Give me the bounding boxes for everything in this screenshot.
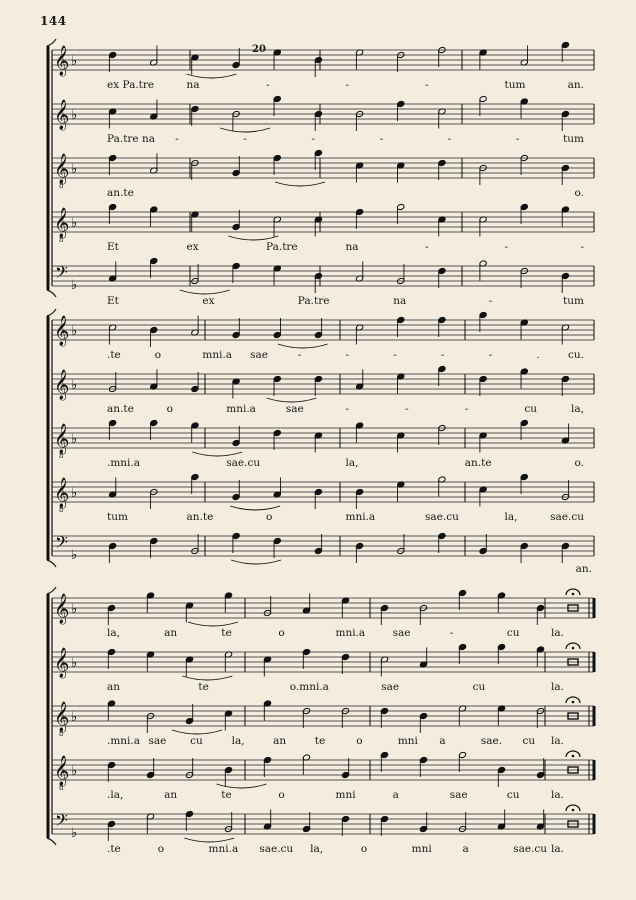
treble-clef-icon: 𝄞 [54, 756, 70, 786]
lyric-syllable: sae [449, 789, 468, 801]
lyric-syllable: mni.a [335, 627, 366, 639]
lyric-syllable: o [154, 349, 162, 361]
lyric-syllable: - [464, 403, 469, 415]
lyric-syllable: an. [567, 79, 584, 91]
system-end-annotation: an. [575, 563, 592, 575]
lyric-syllable: Pa.tre [266, 241, 298, 253]
fermata-dot [572, 593, 575, 596]
lyric-syllable: o [166, 403, 173, 415]
lyric-syllable: cu [190, 735, 203, 747]
lyric-syllable: Pa.tre [297, 295, 330, 307]
lyric-syllable: .te [107, 349, 121, 361]
lyric-syllable: sae [392, 627, 411, 639]
treble-clef-icon: 𝄞 [54, 154, 70, 184]
lyric-syllable: - [488, 349, 493, 361]
lyric-syllable: - [447, 133, 452, 145]
octave-eight-marker: 8 [59, 506, 64, 514]
octave-eight-marker: 8 [59, 182, 64, 190]
bracket-hook [47, 587, 56, 594]
lyric-syllable: Pa.tre na [107, 133, 156, 145]
lyric-syllable: - [425, 241, 429, 253]
lyric-syllable: - [311, 133, 315, 145]
lyric-syllable: - [393, 349, 397, 361]
lyric-syllable: an [107, 681, 121, 693]
lyric-syllable: - [345, 349, 350, 361]
bracket-hook [47, 39, 56, 46]
lyric-syllable: mni.a [202, 349, 233, 361]
slur [186, 74, 236, 78]
lyric-syllable: - [425, 79, 429, 91]
bracket-hook [47, 838, 56, 845]
fermata-dot [572, 809, 575, 812]
lyric-syllable: o [356, 735, 363, 747]
lyric-syllable: - [515, 133, 520, 145]
lyric-syllable: la, [571, 403, 584, 415]
treble-clef-icon: 𝄞 [54, 208, 70, 238]
lyric-syllable: - [297, 349, 302, 361]
lyric-syllable: o. [574, 187, 584, 199]
lyric-syllable: - [405, 403, 409, 415]
lyric-syllable: cu [506, 627, 520, 639]
flat-key-signature-icon: ♭ [71, 108, 78, 123]
lyric-syllable: tum [107, 511, 128, 523]
lyric-syllable: - [243, 133, 247, 145]
treble-clef-icon: 𝄞 [54, 702, 70, 732]
page-number: 144 [40, 14, 67, 28]
slur [172, 730, 222, 734]
lyric-syllable: te [198, 681, 209, 693]
lyric-syllable: cu [522, 735, 536, 747]
flat-key-signature-icon: ♭ [71, 324, 78, 339]
bracket-hook [47, 560, 56, 567]
lyric-syllable: a [462, 843, 469, 855]
slur [216, 784, 266, 788]
fermata-dot [572, 701, 575, 704]
lyric-syllable: an.te [464, 457, 492, 469]
flat-key-signature-icon: ♭ [71, 432, 78, 447]
octave-eight-marker: 8 [59, 236, 64, 244]
lyric-syllable: - [175, 133, 179, 145]
lyric-syllable: .te [107, 843, 121, 855]
treble-clef-icon: 𝄞 [54, 424, 70, 454]
lyric-syllable: - [345, 79, 350, 91]
flat-key-signature-icon: ♭ [71, 162, 78, 177]
lyric-syllable: .mni.a [107, 457, 141, 469]
lyric-syllable: ex [202, 295, 215, 307]
lyric-syllable: o [278, 627, 285, 639]
lyric-syllable: an.te [107, 403, 134, 415]
treble-clef-icon: 𝄞 [54, 648, 70, 678]
flat-key-signature-icon: ♭ [71, 548, 78, 563]
bass-clef-icon: 𝄢 [55, 532, 68, 556]
lyric-syllable: la. [551, 789, 564, 801]
lyric-syllable: mni [335, 789, 356, 801]
lyric-syllable: te [314, 735, 326, 747]
treble-clef-icon: 𝄞 [54, 594, 70, 624]
lyric-syllable: la, [231, 735, 245, 747]
lyric-syllable: sae.cu [259, 843, 294, 855]
octave-eight-marker: 8 [59, 784, 64, 792]
lyric-syllable: o.mni.a [289, 681, 329, 693]
lyric-syllable: o [360, 843, 368, 855]
lyric-syllable: la, [504, 511, 518, 523]
lyric-syllable: tum [504, 79, 526, 91]
treble-clef-icon: 𝄞 [54, 370, 70, 400]
lyric-syllable: cu [524, 403, 538, 415]
lyric-syllable: sae. [480, 735, 503, 747]
lyric-syllable: o [278, 789, 285, 801]
slur [184, 838, 234, 842]
lyric-syllable: an [164, 789, 178, 801]
flat-key-signature-icon: ♭ [71, 378, 78, 393]
lyric-syllable: mni.a [208, 843, 239, 855]
slur [182, 676, 232, 680]
lyric-syllable: sae.cu [226, 457, 261, 469]
lyric-syllable: an.te [107, 187, 134, 199]
lyric-syllable: sae [250, 349, 268, 361]
lyric-syllable: tum [563, 295, 584, 307]
lyric-syllable: na [393, 295, 407, 307]
flat-key-signature-icon: ♭ [71, 764, 78, 779]
lyric-syllable: ex Pa.tre [107, 79, 155, 91]
measure-number: 20 [252, 44, 266, 55]
lyric-syllable: tum [563, 133, 584, 145]
lyric-syllable: mni [411, 843, 432, 855]
lyric-syllable: cu. [568, 349, 584, 361]
lyric-syllable: - [379, 133, 384, 145]
lyric-syllable: - [504, 241, 509, 253]
octave-eight-marker: 8 [59, 452, 64, 460]
lyric-syllable: sae.cu [513, 843, 548, 855]
lyric-syllable: la. [551, 735, 564, 747]
octave-eight-marker: 8 [59, 730, 64, 738]
lyric-syllable: - [266, 79, 270, 91]
lyric-syllable: o [266, 511, 273, 523]
lyric-syllable: la. [551, 627, 564, 639]
slur [228, 236, 278, 240]
slur [275, 182, 325, 186]
lyric-syllable: - [345, 403, 350, 415]
lyric-syllable: mni.a [345, 511, 376, 523]
slur [220, 128, 270, 132]
flat-key-signature-icon: ♭ [71, 602, 78, 617]
lyric-syllable: mni.a [226, 403, 256, 415]
bass-clef-icon: 𝄢 [55, 262, 68, 286]
flat-key-signature-icon: ♭ [71, 656, 78, 671]
slur [188, 622, 238, 626]
lyric-syllable: - [580, 241, 584, 253]
slur [278, 344, 328, 348]
lyric-syllable: Et [107, 241, 119, 253]
lyric-syllable: cu [472, 681, 486, 693]
lyric-syllable: o. [574, 457, 584, 469]
treble-clef-icon: 𝄞 [54, 100, 70, 130]
lyric-syllable: te [221, 627, 232, 639]
lyric-syllable: an [164, 627, 178, 639]
lyric-syllable: o [157, 843, 165, 855]
fermata-dot [572, 647, 575, 650]
treble-clef-icon: 𝄞 [54, 316, 70, 346]
lyric-syllable: .mni.a [107, 735, 141, 747]
flat-key-signature-icon: ♭ [71, 486, 78, 501]
slur [192, 452, 242, 456]
lyric-syllable: la. [551, 843, 564, 855]
flat-key-signature-icon: ♭ [71, 54, 78, 69]
lyric-syllable: la, [310, 843, 324, 855]
lyric-syllable: - [440, 349, 445, 361]
lyric-syllable: a [392, 789, 399, 801]
slur [266, 398, 316, 402]
lyric-syllable: na [345, 241, 359, 253]
slur [230, 506, 280, 510]
lyric-syllable: . [536, 349, 540, 361]
flat-key-signature-icon: ♭ [71, 216, 78, 231]
lyric-syllable: la, [345, 457, 359, 469]
lyric-syllable: sae [148, 735, 167, 747]
bracket-hook [47, 309, 56, 316]
lyric-syllable: sae.cu [425, 511, 459, 523]
lyric-syllable: cu [506, 789, 520, 801]
lyric-syllable: sae [285, 403, 304, 415]
lyric-syllable: - [449, 627, 454, 639]
lyric-syllable: sae.cu [550, 511, 584, 523]
lyric-syllable: la, [107, 627, 120, 639]
flat-key-signature-icon: ♭ [71, 710, 78, 725]
lyric-syllable: te [221, 789, 232, 801]
fermata-dot [572, 755, 575, 758]
treble-clef-icon: 𝄞 [54, 478, 70, 508]
lyric-syllable: an [273, 735, 287, 747]
lyric-syllable: la. [551, 681, 564, 693]
lyric-syllable: mni [397, 735, 418, 747]
slur [180, 290, 230, 294]
lyric-syllable: .la, [107, 789, 124, 801]
lyric-syllable: ex [186, 241, 199, 253]
lyric-syllable: a [439, 735, 446, 747]
lyric-syllable: Et [107, 295, 119, 307]
lyric-syllable: - [488, 295, 493, 307]
bass-clef-icon: 𝄢 [55, 810, 68, 834]
treble-clef-icon: 𝄞 [54, 46, 70, 76]
flat-key-signature-icon: ♭ [71, 278, 78, 293]
flat-key-signature-icon: ♭ [71, 826, 78, 841]
bracket-hook [47, 290, 56, 297]
lyric-syllable: sae [381, 681, 400, 693]
slur [231, 560, 281, 564]
lyric-syllable: na [186, 79, 200, 91]
lyric-syllable: an.te [186, 511, 214, 523]
